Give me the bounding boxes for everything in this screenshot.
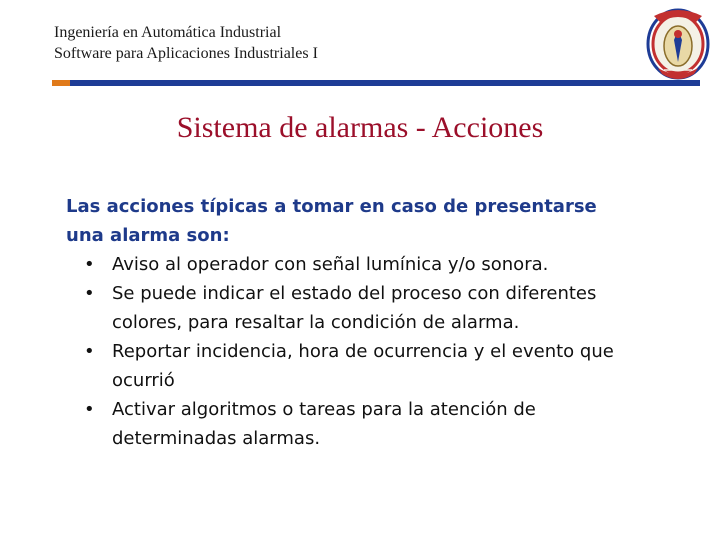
slide-body xyxy=(66,192,666,453)
bullet-list xyxy=(66,250,666,453)
list-item-line: determinadas alarmas. xyxy=(112,428,321,449)
list-item-line: ocurrió xyxy=(112,370,175,391)
header-line-1: Ingeniería en Automática Industrial xyxy=(54,24,282,41)
list-item xyxy=(66,279,666,337)
header-accent-rule xyxy=(52,80,70,86)
header-rule xyxy=(70,80,700,86)
list-item-line: Se puede indicar el estado del proceso con diferentes xyxy=(112,283,597,304)
list-item xyxy=(66,250,666,279)
intro-line-2: una alarma son: xyxy=(66,225,230,246)
list-item-line: Reportar incidencia, hora de ocurrencia y el evento que xyxy=(112,341,614,362)
list-item-line: Activar algoritmos o tareas para la atención de xyxy=(112,399,536,420)
bullet-icon: • xyxy=(84,254,95,275)
slide-title: Sistema de alarmas - Acciones xyxy=(176,111,544,144)
slide-header xyxy=(54,22,318,64)
university-seal-icon xyxy=(636,4,720,86)
list-item xyxy=(66,395,666,453)
list-item xyxy=(66,337,666,395)
bullet-icon: • xyxy=(84,399,95,420)
bullet-icon: • xyxy=(84,341,95,362)
list-item-line: Aviso al operador con señal lumínica y/o sonora. xyxy=(112,254,549,275)
intro-text xyxy=(66,192,666,250)
header-line-2: Software para Aplicaciones Industriales I xyxy=(54,45,318,62)
intro-line-1: Las acciones típicas a tomar en caso de presentarse xyxy=(66,196,597,217)
list-item-line: colores, para resaltar la condición de alarma. xyxy=(112,312,520,333)
bullet-icon: • xyxy=(84,283,95,304)
